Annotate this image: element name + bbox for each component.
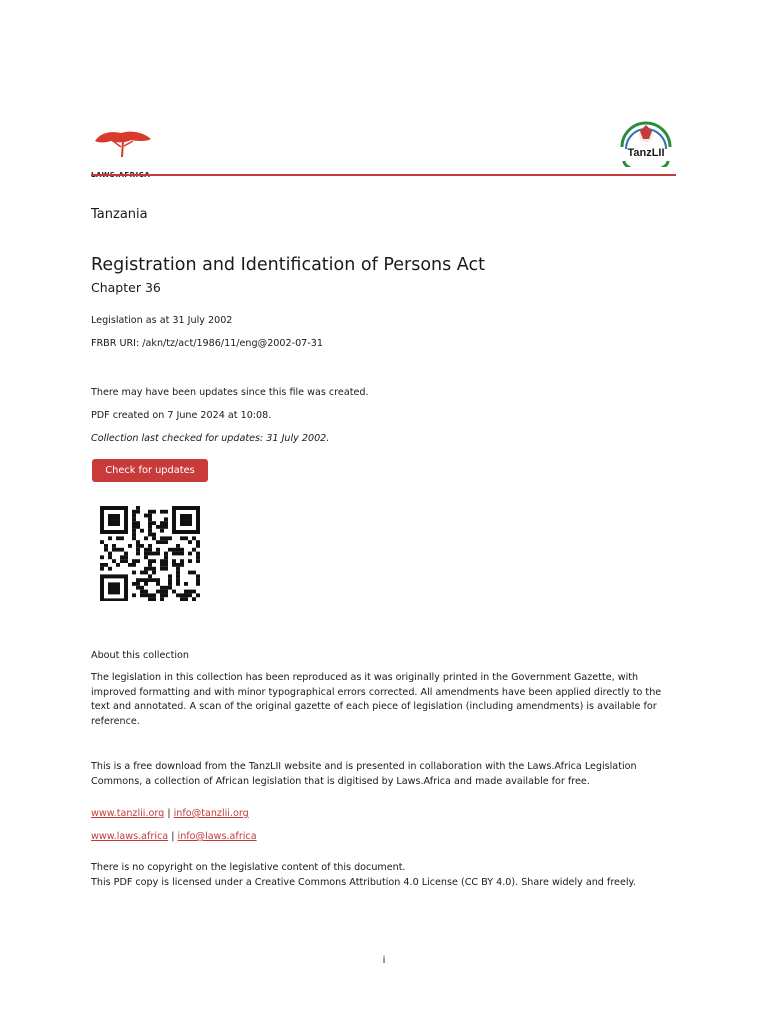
tanzlii-website-link[interactable]: www.tanzlii.org — [91, 808, 165, 819]
qr-code[interactable] — [100, 506, 200, 601]
country-label: Tanzania — [91, 207, 148, 222]
header-divider — [91, 174, 676, 176]
about-body: The legislation in this collection has been reproduced as it was originally printed in the Government Gazette, with improved formatting and with minor typographical errors corrected. All amendments have been applied directly to the text and annotated. A scan of the original gazette of each piece of legislation (including amendments) is available for reference. — [91, 672, 662, 727]
tanzlii-emblem-icon — [616, 117, 676, 167]
about-heading: About this collection — [91, 650, 189, 661]
page-number: i — [382, 955, 386, 966]
collection-checked: Collection last checked for updates: 31 July 2002. — [91, 433, 330, 444]
acacia-tree-icon — [91, 127, 153, 163]
chapter-label: Chapter 36 — [91, 280, 161, 295]
updates-notice: There may have been updates since this file was created. — [91, 387, 369, 398]
laws-africa-website-link[interactable]: www.laws.africa — [91, 831, 169, 842]
free-download-text: This is a free download from the TanzLII website and is presented in collaboration with the Laws.Africa Legislation Commons, a collection of African legislation that is digitised by Laws.Africa and made available for free. — [91, 761, 637, 787]
tanzlii-logo — [616, 117, 676, 167]
tanzlii-links — [91, 807, 681, 822]
laws-africa-email-link[interactable]: info@laws.africa — [177, 831, 257, 842]
document-title: Registration and Identification of Persons Act — [91, 255, 485, 275]
laws-africa-links — [91, 830, 681, 845]
frbr-uri: FRBR URI: /akn/tz/act/1986/11/eng@2002-07-31 — [91, 338, 323, 349]
qr-code-icon — [100, 506, 200, 601]
link-separator: | — [167, 808, 171, 819]
tanzlii-logo-text: TanzLII — [627, 147, 665, 159]
copyright-line-1: There is no copyright on the legislative content of this document. — [91, 862, 406, 873]
laws-africa-logo — [91, 127, 153, 169]
check-updates-button[interactable]: Check for updates — [92, 459, 208, 482]
link-separator: | — [171, 831, 175, 842]
legislation-date: Legislation as at 31 July 2002 — [91, 315, 233, 326]
header — [91, 117, 676, 175]
tanzlii-email-link[interactable]: info@tanzlii.org — [173, 808, 249, 819]
pdf-created: PDF created on 7 June 2024 at 10:08. — [91, 410, 272, 421]
copyright-line-2: This PDF copy is licensed under a Creative Commons Attribution 4.0 License (CC BY 4.0). Share widely and freely. — [91, 877, 636, 888]
